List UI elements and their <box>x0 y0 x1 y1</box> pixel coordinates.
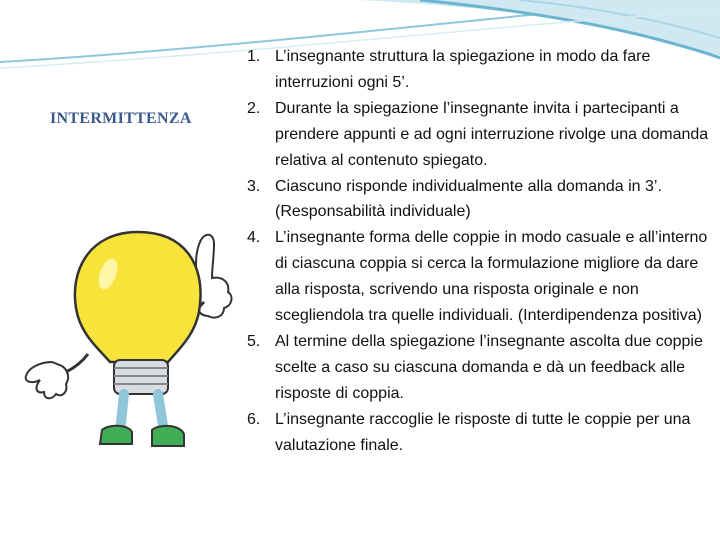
steps-list <box>247 44 717 459</box>
step-number: 4. <box>247 229 261 247</box>
step-number: 2. <box>247 99 261 117</box>
step-number: 3. <box>247 177 261 195</box>
step-text: Durante la spiegazione l’insegnante invita i partecipanti a prendere appunti e ad ogni interruzione rivolge una domanda relativa al contenuto spiegato. <box>275 99 709 169</box>
list-item <box>247 44 717 96</box>
step-number: 5. <box>247 332 261 350</box>
list-item <box>247 329 717 407</box>
step-text: L’insegnante forma delle coppie in modo casuale e all’interno di ciascuna coppia si cerca la formulazione migliore da dare alla risposta, scrivendo una risposta originale e non scegliendola tra quelle individuali. (Interdipendenza positiva) <box>275 229 708 325</box>
list-item <box>247 96 717 174</box>
step-text: Al termine della spiegazione l’insegnante ascolta due coppie scelte a caso su ciascuna domanda e dà un feedback alle risposte di coppia. <box>275 332 703 402</box>
list-item <box>247 225 717 329</box>
step-number: 1. <box>247 48 261 65</box>
list-item <box>247 407 717 459</box>
list-item <box>247 174 717 226</box>
lightbulb-character-icon <box>18 212 238 462</box>
step-text: L’insegnante raccoglie le risposte di tutte le coppie per una valutazione finale. <box>275 410 691 454</box>
step-text: L’insegnante struttura la spiegazione in modo da fare interruzioni ogni 5’. <box>275 48 651 91</box>
step-text: Ciascuno risponde individualmente alla domanda in 3’. (Responsabilità individuale) <box>275 177 662 221</box>
slide-title: INTERMITTENZA <box>50 110 192 127</box>
step-number: 6. <box>247 410 261 428</box>
